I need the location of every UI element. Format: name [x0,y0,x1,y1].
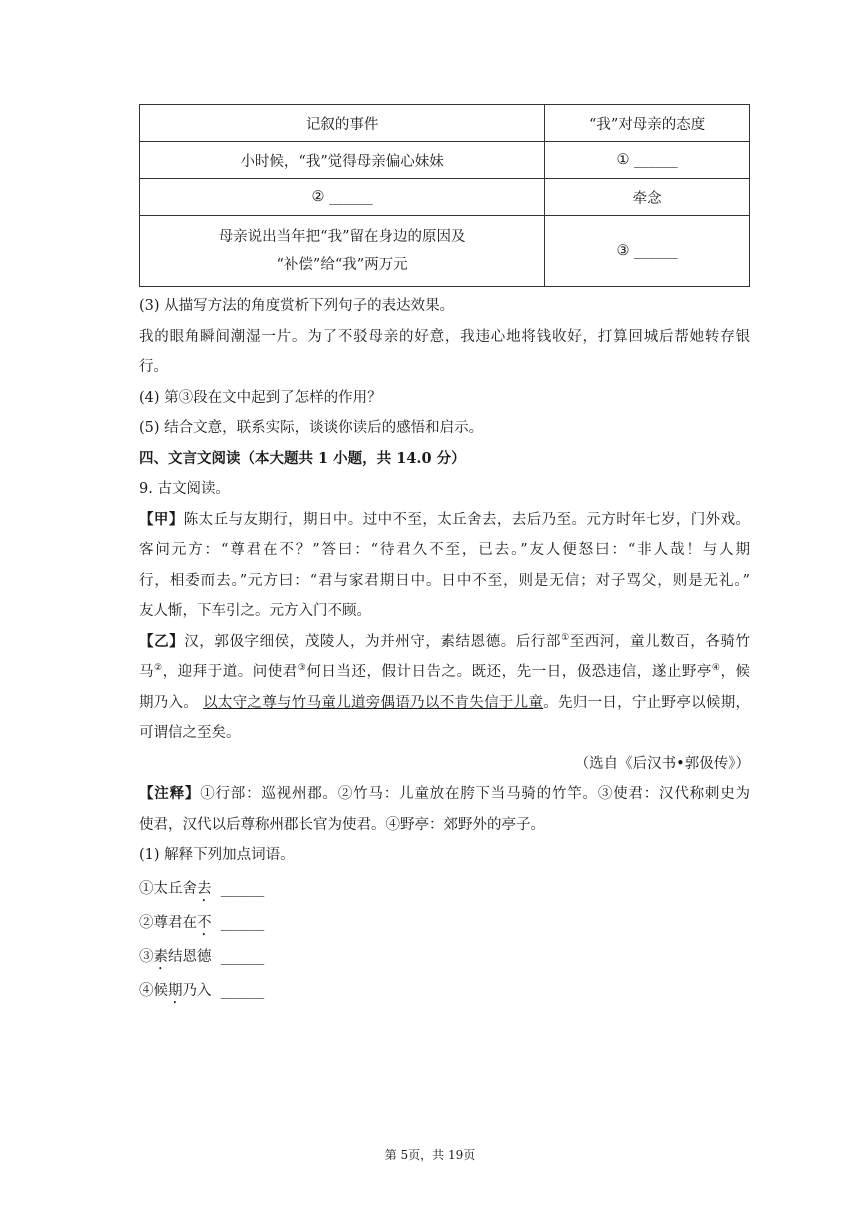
question-1-item: ③素结恩德 ______ [139,942,750,973]
event-attitude-table [139,104,750,287]
dotted-word: 期 [168,982,183,999]
dotted-word: 素 [153,948,168,965]
answer-blank[interactable]: ______ [220,914,265,931]
page-footer: 第 5页，共 19页 [384,1148,476,1162]
dotted-word: 去 [197,880,212,897]
answer-blank[interactable]: ______ [220,982,265,999]
notes-tag: 【注释】 [139,785,201,802]
answer-blank[interactable]: ______ [220,948,265,965]
table-cell-blank[interactable]: ② ______ [140,179,545,216]
passage-jia-tag: 【甲】 [139,510,184,528]
question-3-sentence: 我的眼角瞬间潮湿一片。为了不驳母亲的好意，我违心地将钱收好，打算回城后帮她转存银 [139,328,750,345]
dotted-word: 不 [197,914,212,931]
table-header-attitude: “我”对母亲的态度 [545,105,750,142]
table-row [140,179,750,216]
underlined-sentence: 以太守之尊与竹马童儿道旁偶语乃以不肯失信于儿童 [203,694,544,711]
source-citation: （选自《后汉书•郭伋传》） [574,755,750,772]
table-header-event: 记叙的事件 [140,105,545,142]
notes-line: 使君，汉代以后尊称州郡长官为使君。④野亭：郊野外的亭子。 [139,816,545,833]
table-row [140,142,750,179]
question-block [139,291,750,1007]
question-5: (5) 结合文意，联系实际，谈谈你读后的感悟和启示。 [139,420,484,436]
footnote-marker: ④ [711,663,721,674]
footnote-marker: ② [154,663,163,674]
passage-jia-line: 客问元方：“尊君在不？”答曰：“待君久不至，已去。”友人便怒曰：“非人哉！与人期 [139,542,750,558]
question-9: 9. 古文阅读。 [139,481,230,497]
question-1-item: ①太丘舍去 ______ [139,874,750,905]
question-1-item: ④候期乃入 ______ [139,976,750,1007]
table-row [140,105,750,142]
table-cell-blank[interactable]: ③ ______ [545,216,750,287]
footnote-marker: ① [561,632,570,643]
question-4: (4) 第③段在文中起到了怎样的作用？ [139,389,382,406]
table-cell-blank[interactable]: ① ______ [545,142,750,179]
question-1-label: (1) 解释下列加点词语。 [139,847,295,863]
question-3-sentence-cont: 行。 [139,359,168,375]
table-cell [140,216,545,287]
passage-jia-line: 行，相委而去。”元方曰：“君与家君期日中。日中不至，则是无信；对子骂父，则是无礼。” [139,572,750,589]
table-cell: 小时候，“我”觉得母亲偏心妹妹 [140,142,545,179]
notes-line: 【注释】①行部：巡视州郡。②竹马：儿童放在胯下当马骑的竹竿。③使君：汉代称刺史为 [139,785,751,802]
passage-yi-line: 马②，迎拜于道。问使君③何日当还，假计日告之。既还，先一日，伋恐违信，遂止野亭④，候 [139,663,751,680]
passage-yi-line: 【乙】汉，郭伋字细侯，茂陵人，为并州守，素结恩德。后行部①至西河，童儿数百，各骑竹 [139,632,751,650]
passage-yi-line: 期乃入。 以太守之尊与竹马童儿道旁偶语乃以不肯失信于儿童。先归一日，宁止野亭以候期， [139,694,751,711]
section-heading: 四、文言文阅读（本大题共 1 小题，共 14.0 分） [139,449,466,467]
table-cell-line: “补偿”给“我”两万元 [276,257,408,273]
passage-yi-line: 可谓信之至矣。 [139,725,241,741]
answer-blank[interactable]: ______ [220,880,265,897]
passage-yi-tag: 【乙】 [139,632,185,650]
table-cell: 牵念 [545,179,750,216]
passage-jia-line: 【甲】陈太丘与友期行，期日中。过中不至，太丘舍去，去后乃至。元方时年七岁，门外戏。 [139,510,751,528]
table-cell-line: 母亲说出当年把“我”留在身边的原因及 [218,229,466,245]
question-1-item: ②尊君在不 ______ [139,908,750,939]
passage-jia-line: 友人惭，下车引之。元方入门不顾。 [139,603,371,619]
table-row [140,216,750,287]
question-3-label: (3) 从描写方法的角度赏析下列句子的表达效果。 [139,298,455,314]
footnote-marker: ③ [297,663,307,674]
